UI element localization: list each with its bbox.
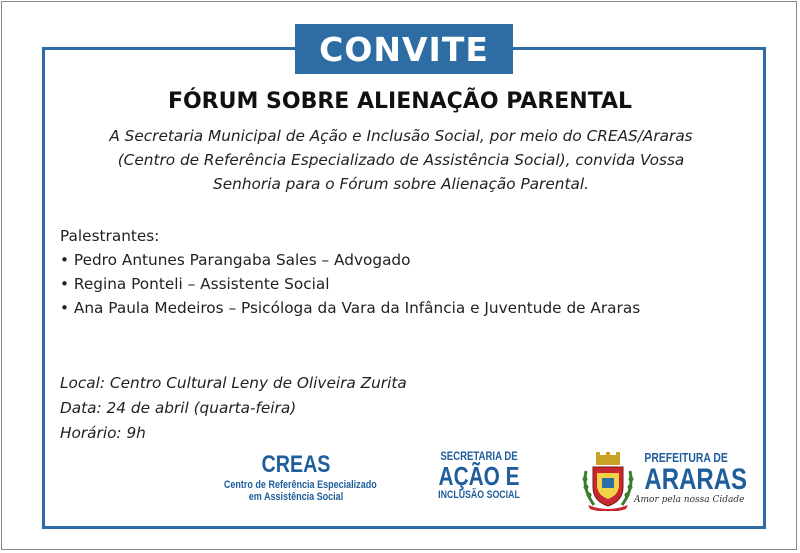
secretaria-logo-line: SECRETARIA DE [440, 449, 518, 463]
creas-logo-line: Centro de Referência Especializado [223, 479, 377, 491]
convite-badge: CONVITE [295, 24, 513, 74]
prefeitura-logo [578, 449, 748, 515]
creas-logo-line: em Assistência Social [248, 491, 344, 503]
speaker-item: • Ana Paula Medeiros – Psicóloga da Vara da Infância e Juventude de Araras [60, 299, 641, 317]
event-details [60, 371, 407, 446]
prefeitura-logo-tagline: Amor pela nossa Cidade [634, 495, 745, 505]
event-title: FÓRUM SOBRE ALIENAÇÃO PARENTAL [167, 89, 633, 114]
speaker-item: • Pedro Antunes Parangaba Sales – Advogado [60, 251, 411, 269]
intro-line: A Secretaria Municipal de Ação e Inclusão Social, por meio do CREAS/Araras [109, 127, 693, 145]
speakers-heading: Palestrantes: [60, 227, 160, 245]
intro-text [56, 124, 746, 196]
secretaria-logo [420, 450, 538, 502]
speakers-list [60, 224, 640, 320]
creas-logo [208, 451, 384, 503]
event-location: Local: Centro Cultural Leny de Oliveira Zurita [60, 374, 407, 392]
secretaria-logo-line: AÇÃO E [438, 461, 520, 491]
event-date: Data: 24 de abril (quarta-feira) [60, 399, 297, 417]
prefeitura-logo-text [634, 450, 748, 505]
prefeitura-logo-name: ARARAS [644, 463, 748, 496]
coat-of-arms-icon [580, 451, 636, 511]
intro-line: (Centro de Referência Especializado de Assistência Social), convida Vossa [117, 151, 685, 169]
intro-line: Senhoria para o Fórum sobre Alienação Parental. [213, 175, 589, 193]
secretaria-logo-line: INCLUSÃO SOCIAL [438, 489, 520, 501]
speaker-item: • Regina Ponteli – Assistente Social [60, 275, 330, 293]
event-time: Horário: 9h [60, 424, 146, 442]
creas-logo-name: CREAS [261, 451, 331, 478]
prefeitura-logo-line: PREFEITURA DE [644, 450, 728, 465]
